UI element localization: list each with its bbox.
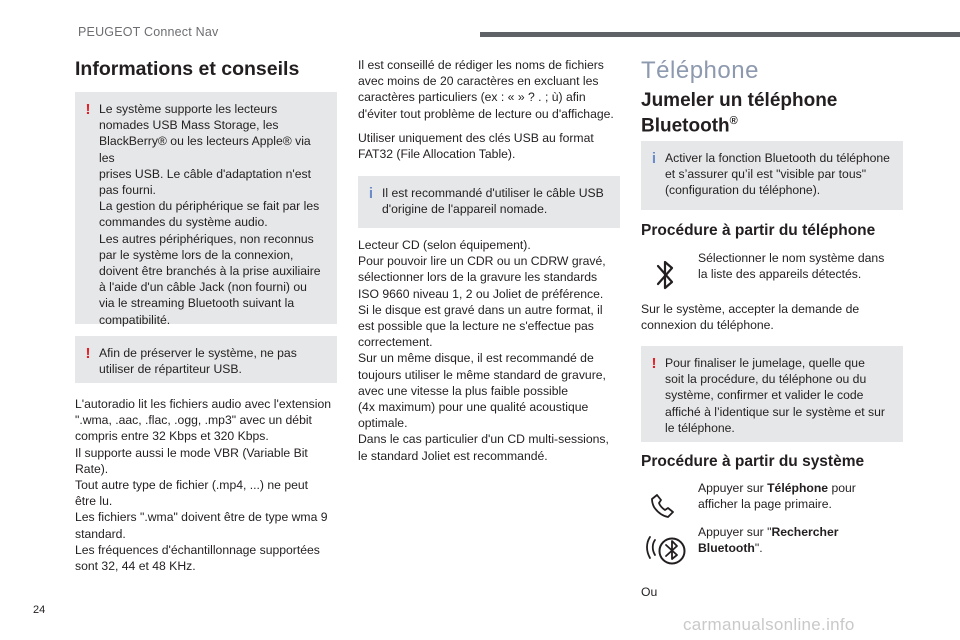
step-text: [698, 250, 898, 282]
running-header: PEUGEOT Connect Nav: [78, 25, 219, 39]
bluetooth-icon: [641, 250, 691, 300]
text-line: affiché à l’identique sur le système et sur: [665, 404, 885, 419]
text-line: Afin de préserver le système, ne pas: [99, 346, 297, 360]
text-line: compris entre 32 Kbps et 320 Kbps.: [75, 429, 269, 444]
chapter-title: Téléphone: [641, 57, 759, 84]
text-line: ".wma, .aac, .flac, .ogg, .mp3" avec un débit: [75, 413, 312, 428]
info-text: [665, 150, 893, 199]
text-line: Activer la fonction Bluetooth du téléphone: [665, 151, 890, 165]
info-text: [382, 185, 610, 217]
text-line: sont 32, 44 et 48 KHz.: [75, 559, 196, 574]
step-press-telephone: [641, 480, 903, 520]
text-line: Les autres périphériques, non reconnus: [99, 231, 314, 246]
text-line: par le système lors de la connexion,: [99, 247, 294, 262]
warning-box-usb: [75, 92, 337, 327]
warning-box-splitter: [75, 336, 337, 383]
watermark: carmanualsonline.info: [683, 615, 855, 634]
text-line: prises USB. Le câble d'adaptation n'est: [99, 166, 311, 181]
text-line: Sélectionner le nom système dans: [698, 251, 885, 265]
text-run-bold: Téléphone: [767, 481, 829, 495]
text-line: d'origine de l'appareil nomade.: [382, 202, 548, 217]
text-line: FAT32 (File Allocation Table).: [358, 147, 516, 162]
text-line: le standard Joliet est recommandé.: [358, 448, 548, 463]
text-line: (4x maximum) pour une qualité acoustique: [358, 400, 589, 415]
text-line: compatibilité.: [99, 312, 171, 327]
text-line: Lecteur CD (selon équipement).: [358, 238, 531, 252]
step-select-system: [641, 250, 903, 300]
text-line: Les fichiers ".wma" doivent être de type wma 9: [75, 510, 328, 525]
filenames-paragraph: [358, 57, 620, 122]
phone-icon: [641, 478, 691, 528]
text-line: Utiliser uniquement des clés USB au format: [358, 131, 594, 145]
text-line: Il est conseillé de rédiger les noms de fichiers: [358, 58, 604, 72]
text-line: d'éviter tout problème de lecture ou d'affichage.: [358, 106, 614, 121]
text-line: système, confirmer et valider le code: [665, 388, 864, 403]
text-line: Il supporte aussi le mode VBR (Variable Bit: [75, 445, 308, 460]
warning-text: [99, 101, 327, 328]
text-line: (configuration du téléphone).: [665, 183, 821, 198]
cd-paragraph: [358, 237, 620, 464]
text-line: pas fourni.: [99, 183, 156, 198]
text-run: ".: [754, 541, 763, 556]
warning-icon: !: [651, 355, 657, 372]
text-line: à l'aide d'un câble Jack (non fourni) ou: [99, 280, 307, 295]
fat32-paragraph: [358, 130, 620, 162]
text-line: Rate).: [75, 461, 109, 476]
text-line: nomades USB Mass Storage, les: [99, 118, 279, 133]
pairing-heading: [641, 90, 901, 136]
warning-box-pairing-code: [641, 346, 903, 442]
warning-text: [665, 355, 893, 436]
text-line: être lu.: [75, 494, 113, 509]
text-line: Les fréquences d'échantillonnage supportées: [75, 542, 320, 557]
heading-line: Jumeler un téléphone: [641, 90, 838, 111]
text-line: sélectionner lors de la gravure les standards: [358, 270, 598, 285]
text-run-bold: Rechercher: [771, 525, 839, 539]
step-text: [698, 524, 898, 556]
text-line: standard.: [75, 526, 126, 541]
text-line: avec moins de 20 caractères en excluant les: [358, 74, 599, 89]
text-line: BlackBerry® ou les lecteurs Apple® via les: [99, 134, 311, 165]
text-line: Si le disque est gravé dans un autre format, il: [358, 302, 603, 317]
step-search-bluetooth: [641, 524, 903, 574]
text-line: correctement.: [358, 335, 433, 350]
procedure-phone-heading: Procédure à partir du téléphone: [641, 222, 876, 239]
info-icon: i: [651, 150, 657, 167]
or-text: [641, 584, 903, 600]
text-line: soit la procédure, du téléphone ou du: [665, 372, 867, 387]
text-run: pour: [828, 481, 856, 495]
text-line: toujours utiliser le même standard de gravure,: [358, 367, 606, 382]
text-line: la liste des appareils détectés.: [698, 267, 862, 282]
text-line: Il est recommandé d'utiliser le câble USB: [382, 186, 604, 200]
text-line: doivent être branchés à la prise auxiliaire: [99, 264, 321, 279]
info-icon: i: [368, 185, 374, 202]
text-line: L'autoradio lit les fichiers audio avec l'extension: [75, 397, 331, 411]
text-line: utiliser de répartiteur USB.: [99, 362, 242, 377]
text-line: optimale.: [358, 416, 408, 431]
text-line: Dans le cas particulier d'un CD multi-sessions,: [358, 432, 609, 447]
text-line: caractères particuliers (ex : « » ? . ; ù) afin: [358, 90, 586, 105]
text-run: Appuyer sur ": [698, 525, 772, 539]
text-run-bold: Bluetooth: [698, 541, 755, 556]
text-line: Le système supporte les lecteurs: [99, 102, 278, 116]
accept-connection-paragraph: [641, 301, 903, 333]
text-line: La gestion du périphérique se fait par les: [99, 199, 320, 214]
section-heading: Informations et conseils: [75, 58, 300, 80]
text-line: Pour pouvoir lire un CDR ou un CDRW gravé,: [358, 254, 606, 269]
text-line: Sur un même disque, il est recommandé de: [358, 351, 594, 366]
text-run: Appuyer sur: [698, 481, 768, 495]
warning-icon: !: [85, 345, 91, 362]
page-number: 24: [33, 604, 46, 616]
text-line: connexion du téléphone.: [641, 318, 774, 333]
text-line: est possible que la lecture ne s'effectue pas: [358, 319, 594, 334]
bluetooth-search-icon: [641, 524, 691, 574]
text-line: et s’assurer qu’il est "visible par tous": [665, 167, 867, 182]
info-box-usb-cable: [358, 176, 620, 228]
header-bar: [480, 32, 960, 37]
text-line: afficher la page primaire.: [698, 497, 832, 512]
text-line: ISO 9660 niveau 1, 2 ou Joliet de préférence.: [358, 286, 604, 301]
text-line: le téléphone.: [665, 420, 735, 435]
info-box-bluetooth: [641, 141, 903, 210]
warning-icon: !: [85, 101, 91, 118]
audio-formats-paragraph: [75, 396, 337, 574]
text-line: Ou: [641, 585, 658, 599]
text-line: Pour finaliser le jumelage, quelle que: [665, 356, 865, 370]
text-line: avec une vitesse la plus faible possible: [358, 383, 569, 398]
step-text: [698, 480, 898, 512]
text-line: commandes du système audio.: [99, 215, 268, 230]
text-line: Tout autre type de fichier (.mp4, ...) ne peut: [75, 478, 309, 493]
procedure-system-heading: Procédure à partir du système: [641, 453, 865, 470]
registered-mark: ®: [729, 115, 738, 127]
text-line: Sur le système, accepter la demande de: [641, 302, 860, 316]
text-line: via le streaming Bluetooth suivant la: [99, 296, 295, 311]
warning-text: [99, 345, 327, 377]
heading-line: Bluetooth: [641, 115, 730, 137]
